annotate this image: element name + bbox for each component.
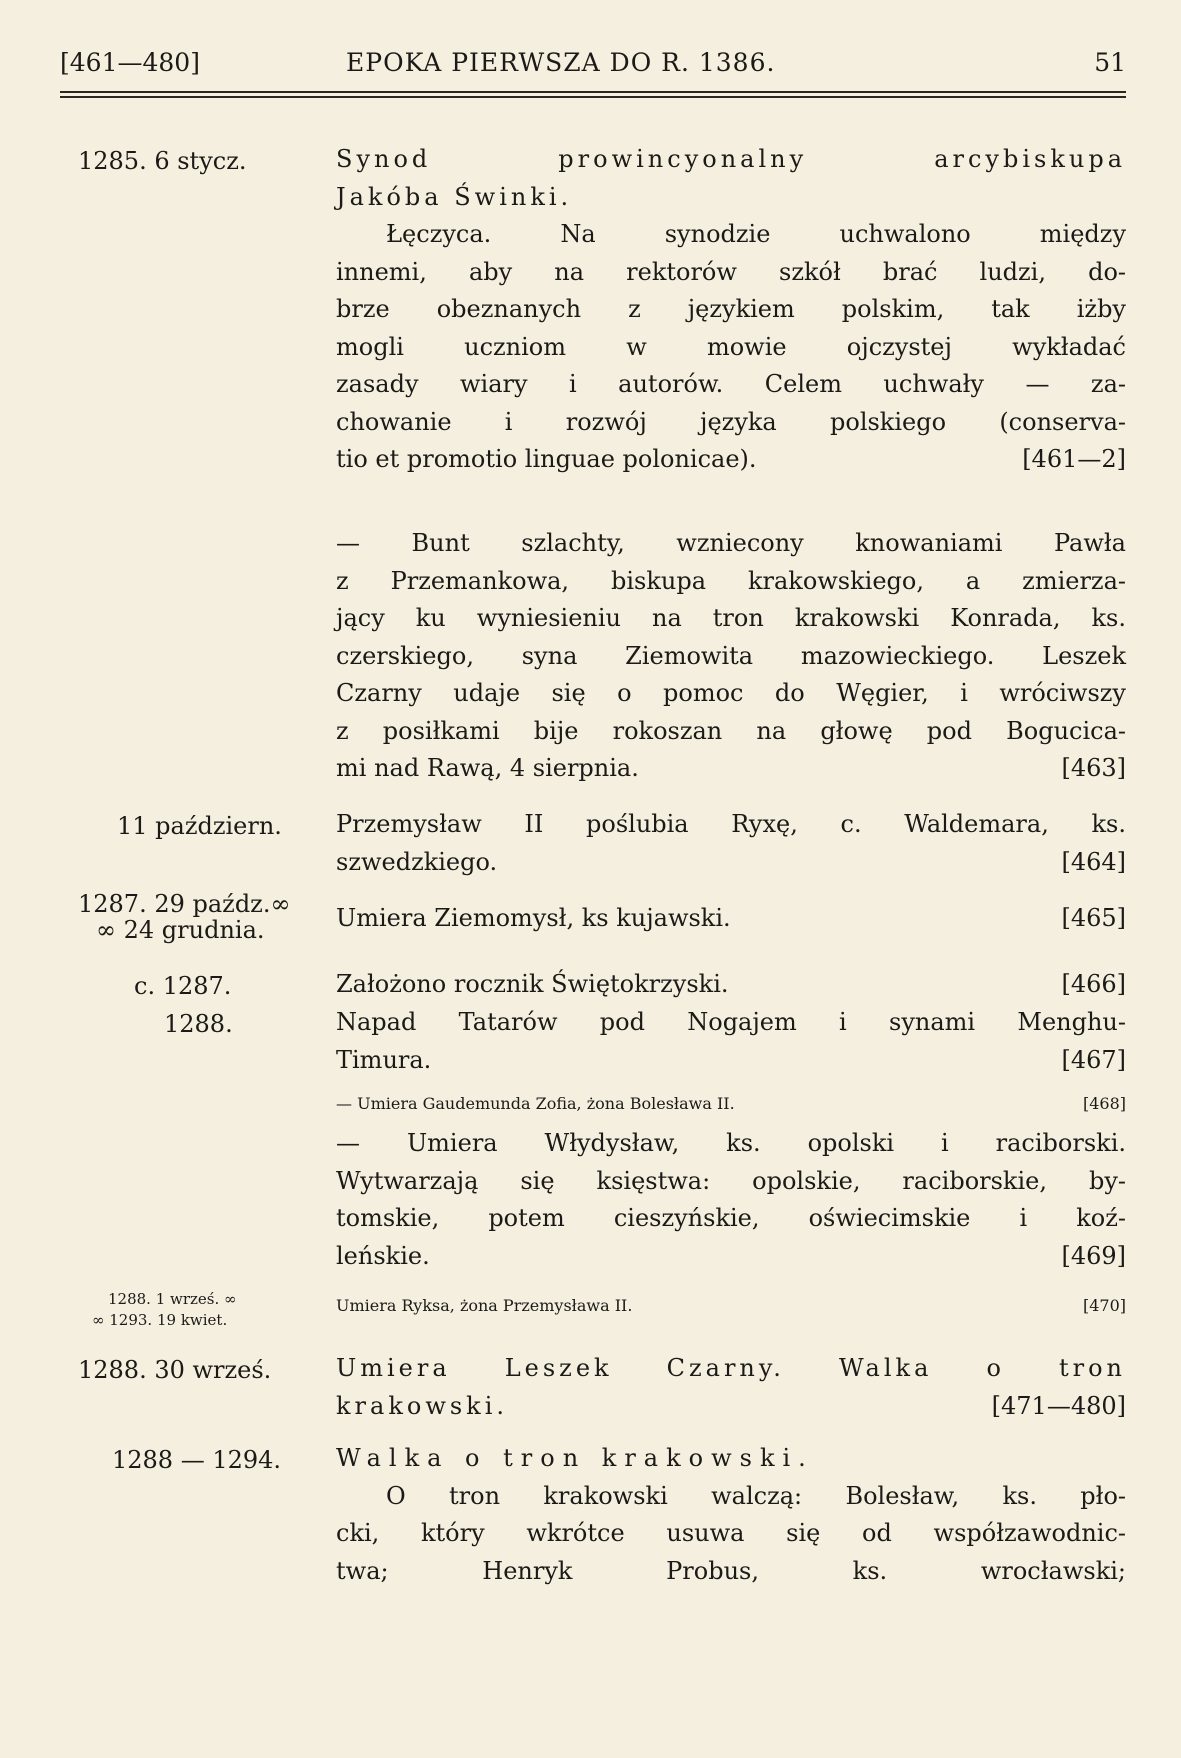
header-rule-double — [60, 96, 1126, 98]
entry-ref: [464] — [1061, 847, 1126, 876]
entry-ref: [466] — [1061, 970, 1126, 998]
entry-line-text: mi nad Rawą, 4 sierpnia. — [336, 754, 639, 782]
entry-line: — Umiera Włydysław, ks. opolski i raciborski. — [336, 1129, 1126, 1157]
entry-date: 1285. 6 stycz. — [78, 147, 247, 175]
entry-date: 1288. 30 wrześ. — [78, 1356, 272, 1384]
entry-date-from: 1287. 29 paźdz.∞ — [78, 890, 291, 918]
entry-line-text: krakowski. — [336, 1391, 509, 1420]
entry-line — [336, 1238, 1126, 1276]
entry-line: tomskie, potem cieszyńskie, oświecimskie i koź- — [336, 1204, 1126, 1232]
page-number: 51 — [1094, 48, 1126, 77]
entry-line: Przemysław II poślubia Ryxę, c. Waldemara, ks. — [336, 810, 1126, 838]
entry-line: twa; Henryk Probus, ks. wrocławski; — [336, 1556, 1126, 1585]
header-rule — [60, 91, 1126, 93]
entry-text — [336, 525, 1126, 788]
entry-line-text: Umiera Ryksa, żona Przemysława II. — [336, 1296, 633, 1315]
entry-line — [336, 1042, 1126, 1080]
entry-line: Umiera Leszek Czarny. Walka o tron — [336, 1354, 1126, 1382]
entry-line: Walka o tron krakowski. — [336, 1444, 814, 1472]
entry-ref: [467] — [1061, 1045, 1126, 1074]
entry-ref: [463] — [1061, 754, 1126, 782]
entry-line: Wytwarzają się księstwa: opolskie, raciborskie, by- — [336, 1166, 1126, 1195]
entry-line: O tron krakowski walczą: Bolesław, ks. pło- — [386, 1481, 1126, 1510]
entry-line: czerskiego, syna Ziemowita mazowieckiego. Leszek — [336, 641, 1126, 670]
entry-line-text: Umiera Ziemomysł, ks kujawski. — [336, 904, 731, 932]
entry-line: Jakóba Świnki. — [336, 182, 573, 211]
entry-date-to: ∞ 24 grudnia. — [96, 916, 265, 944]
entry-line: zasady wiary i autorów. Celem uchwały — za- — [336, 370, 1126, 398]
entry-line: jący ku wyniesieniu na tron krakowski Konrada, ks. — [336, 604, 1126, 632]
running-header — [60, 48, 1126, 82]
entry-line: chowanie i rozwój języka polskiego (conserva- — [336, 407, 1126, 436]
entry-line-text: leńskie. — [336, 1241, 430, 1270]
entry-text — [336, 806, 1126, 881]
entry-ref: [471—480] — [991, 1391, 1126, 1420]
entry-line: z Przemankowa, biskupa krakowskiego, a zmierza- — [336, 566, 1126, 595]
entry-line-text: Timura. — [336, 1045, 432, 1074]
entry-date-from: 1288. 1 wrześ. ∞ — [108, 1290, 237, 1308]
entry-line — [336, 900, 1126, 938]
entry-text — [336, 141, 1126, 479]
entry-date: 1288. — [164, 1010, 233, 1038]
entry-ref: [461—2] — [1022, 445, 1126, 473]
entry-line: mogli uczniom w mowie ojczystej wykładać — [336, 332, 1126, 361]
entry-line-text: szwedzkiego. — [336, 847, 498, 876]
entry-text — [336, 1292, 1126, 1320]
entry-line: brze obeznanych z językiem polskim, tak iżby — [336, 295, 1126, 323]
header-section-range: [461—480] — [60, 48, 200, 77]
header-title: EPOKA PIERWSZA DO R. 1386. — [346, 48, 776, 77]
entry-line-text: tio et promotio linguae polonicae). — [336, 445, 757, 473]
entry-line: — Bunt szlachty, wzniecony knowaniami Pawła — [336, 529, 1126, 557]
entry-date-to: ∞ 1293. 19 kwiet. — [92, 1311, 228, 1329]
entry-line — [336, 1090, 1126, 1118]
entry-text — [336, 1350, 1126, 1425]
entry-line: cki, który wkrótce usuwa się od współzawodnic- — [336, 1519, 1126, 1547]
entry-date: 1288 — 1294. — [112, 1446, 282, 1474]
entry-line — [336, 1388, 1126, 1426]
entry-ref: [465] — [1061, 904, 1126, 932]
entry-ref: [469] — [1061, 1241, 1126, 1270]
entry-line: Łęczyca. Na synodzie uchwalono między — [386, 220, 1126, 248]
entry-text — [336, 1090, 1126, 1118]
entry-date: 11 październ. — [117, 812, 282, 840]
entry-text — [336, 966, 1126, 1004]
entry-line: Synod prowincyonalny arcybiskupa — [336, 145, 1126, 173]
entry-ref: [468] — [1082, 1094, 1126, 1113]
entry-text — [336, 1004, 1126, 1079]
entry-ref: [470] — [1082, 1296, 1126, 1315]
entry-line: Napad Tatarów pod Nogajem i synami Menghu- — [336, 1008, 1126, 1036]
entry-line: innemi, aby na rektorów szkół brać ludzi, do- — [336, 257, 1126, 286]
entry-text — [336, 1440, 1126, 1590]
entry-line — [336, 441, 1126, 479]
entry-text — [336, 900, 1126, 938]
entry-line: z posiłkami bije rokoszan na głowę pod Bogucica- — [336, 716, 1126, 745]
entry-line-text: Założono rocznik Świętokrzyski. — [336, 970, 729, 998]
entry-line-text: — Umiera Gaudemunda Zofia, żona Bolesława II. — [336, 1094, 735, 1113]
entry-line — [336, 750, 1126, 788]
entry-text — [336, 1125, 1126, 1275]
entry-line — [336, 966, 1126, 1004]
entry-line — [336, 1292, 1126, 1320]
entry-line — [336, 844, 1126, 882]
entry-line: Czarny udaje się o pomoc do Węgier, i wróciwszy — [336, 679, 1126, 707]
entry-date: c. 1287. — [134, 972, 232, 1000]
